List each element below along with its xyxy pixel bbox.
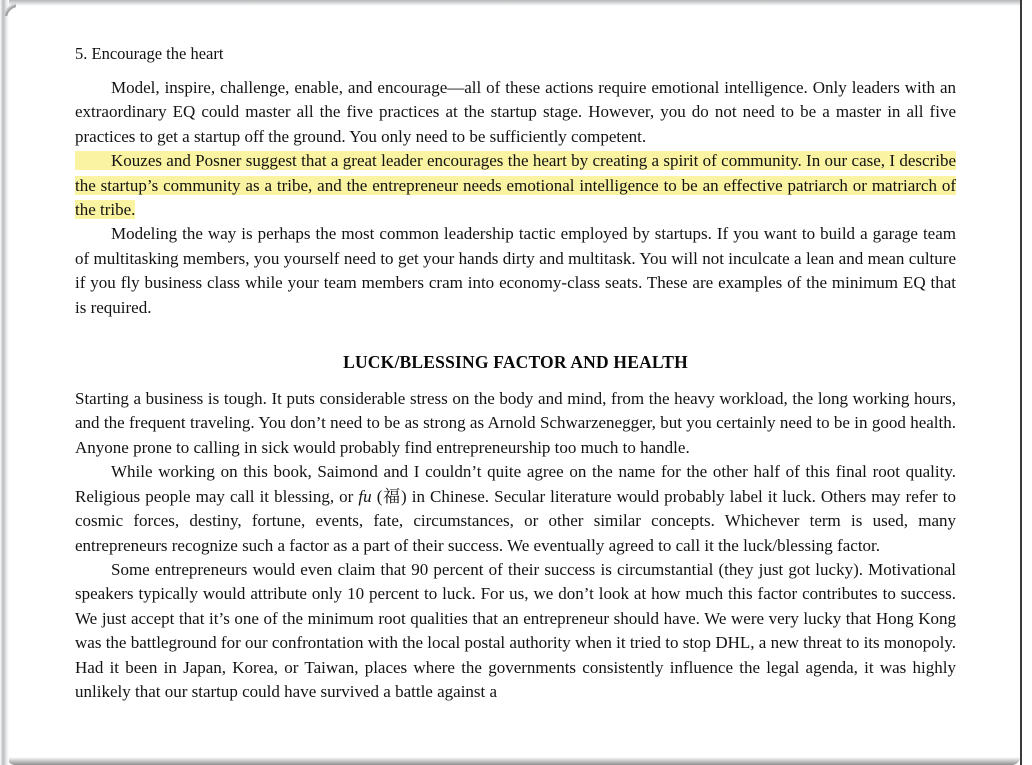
paragraph-modeling-the-way: Modeling the way is perhaps the most common leadership tactic employed by startups. If you want to build a garage team of multitasking members, you yourself need to get your hands dirty and multitask. You will not inculcate a lean and mean culture if you fly business class while your team members cram into economy-class seats. These are examples of the minimum EQ that is required. xyxy=(75,224,956,317)
page-right-edge-line xyxy=(1020,0,1022,765)
text-segment-before-italic: While working on this book, Saimond and I couldn’t quite agree on the name for the other half of this final root quality. Religious people may call it blessing, or xyxy=(75,462,956,506)
paragraph-highlighted xyxy=(75,149,956,222)
highlight-annotation[interactable]: Kouzes and Posner suggest that a great leader encourages the heart by creating a spirit of community. In our case, I describe the startup’s community as a tribe, and the entrepreneur needs emotional intelligence to be an effective patriarch or matriarch of the tribe. xyxy=(75,151,956,220)
page-content xyxy=(75,44,956,704)
section-heading: LUCK/BLESSING FACTOR AND HEALTH xyxy=(343,352,688,373)
paragraph-some-entrepreneurs: Some entrepreneurs would even claim that 90 percent of their success is circumstantial (they just got lucky). Motivational speakers typically would attribute only 10 percent to luck. For us, we don’t look at how much this factor contributes to success. We just accept that it’s one of the minimum root qualities that an entrepreneur should have. We were very lucky that Hong Kong was the battleground for our confrontation with the local postal authority when it tried to stop DHL, a new threat to its monopoly. Had it been in Japan, Korea, or Taiwan, places where the governments consistently influence the legal agenda, it was highly unlikely that our startup could have survived a battle against a xyxy=(75,559,956,701)
italic-term-fu: fu xyxy=(358,486,372,506)
text-segment-after-italic: (福) in Chinese. Secular literature would probably label it luck. Others may refer to cosmic forces, destiny, fortune, events, fate, circumstances, or other similar concepts. Whichever term is used, many entrepreneurs recognize such a factor as a part of their success. We eventually agreed to call it the luck/blessing factor. xyxy=(75,486,956,555)
subsection-heading: 5. Encourage the heart xyxy=(75,44,224,63)
page-bottom-shadow xyxy=(7,757,1020,765)
paragraph-model-inspire: Model, inspire, challenge, enable, and encourage—all of these actions require emotional intelligence. Only leaders with an extraordinary EQ could master all the five practices at the startup stage. However, you do not need to be a master in all five practices to get a startup off the ground. You only need to be sufficiently competent. xyxy=(75,78,956,146)
page-top-edge xyxy=(0,0,1020,6)
page-top-left-corner xyxy=(0,0,16,16)
paragraph-while-working xyxy=(75,460,956,558)
page-left-edge xyxy=(0,0,9,765)
paragraph-starting-business: Starting a business is tough. It puts considerable stress on the body and mind, from the heavy workload, the long working hours, and the frequent traveling. You don’t need to be as strong as Arnold Schwarzenegger, but you certainly need to be in good health. Anyone prone to calling in sick would probably find entrepreneurship too much to handle. xyxy=(75,389,956,457)
